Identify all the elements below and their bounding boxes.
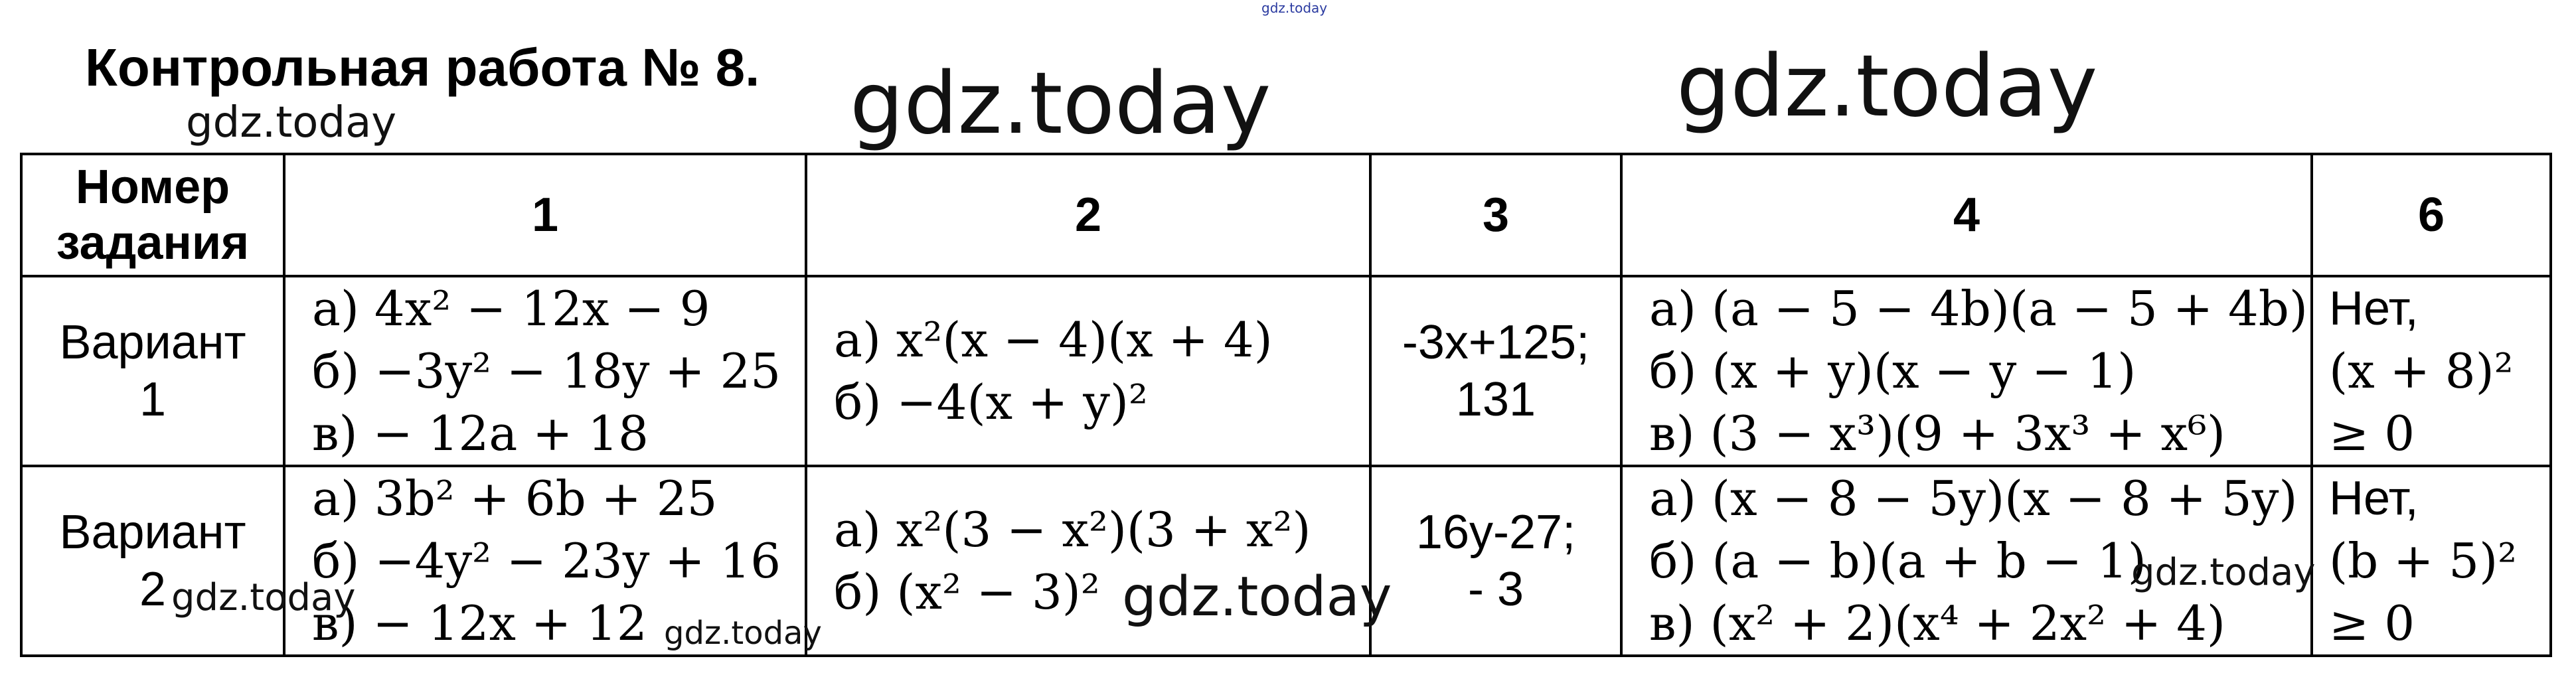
variant-label bbox=[21, 276, 284, 466]
answer-line: (b + 5)² bbox=[2329, 533, 2518, 589]
variant-label bbox=[21, 466, 284, 656]
watermark-row2-col1: gdz.today bbox=[664, 615, 822, 652]
answer-line: -3x+125; bbox=[1402, 316, 1590, 369]
answer-line: а) x²(3 − x²)(3 + x²) bbox=[834, 502, 1311, 558]
header-col-2: 2 bbox=[806, 154, 1370, 276]
answer-cell-2 bbox=[806, 276, 1370, 466]
answer-line: в) − 12a + 18 bbox=[312, 406, 649, 461]
answer-line: б) (x + y)(x − y − 1) bbox=[1649, 343, 2136, 399]
header-col-1: 1 bbox=[284, 154, 806, 276]
table-header-row bbox=[21, 154, 2551, 276]
answer-cell-4 bbox=[1621, 276, 2312, 466]
answer-line: Нет, bbox=[2329, 472, 2419, 525]
header-col-6: 6 bbox=[2312, 154, 2551, 276]
answer-line: б) (a − b)(a + b − 1) bbox=[1649, 533, 2146, 589]
header-task-number bbox=[21, 154, 284, 276]
answer-line: - 3 bbox=[1467, 563, 1524, 616]
watermark-row2-variant: gdz.today bbox=[171, 576, 356, 619]
answer-line: а) x²(x − 4)(x + 4) bbox=[834, 312, 1273, 368]
header-col-3: 3 bbox=[1370, 154, 1621, 276]
answer-line: б) −4y² − 23y + 16 bbox=[312, 533, 781, 589]
answer-line: 131 bbox=[1455, 373, 1536, 426]
answer-cell-3 bbox=[1370, 466, 1621, 656]
answer-line: а) 4x² − 12x − 9 bbox=[312, 281, 710, 337]
answer-line: а) (a − 5 − 4b)(a − 5 + 4b) bbox=[1649, 281, 2308, 337]
answer-line: а) (x − 8 − 5y)(x − 8 + 5y) bbox=[1649, 471, 2298, 526]
header-col-4: 4 bbox=[1621, 154, 2312, 276]
answer-line: Нет, bbox=[2329, 282, 2419, 335]
answer-cell-6 bbox=[2312, 466, 2551, 656]
answer-line: а) 3b² + 6b + 25 bbox=[312, 471, 718, 526]
answer-line: ≥ 0 bbox=[2329, 595, 2415, 651]
answer-cell-6 bbox=[2312, 276, 2551, 466]
answer-line: ≥ 0 bbox=[2329, 406, 2415, 461]
variant-word: Вариант bbox=[59, 316, 246, 369]
watermark-big-right: gdz.today bbox=[1676, 37, 2098, 136]
header-label-line2: задания bbox=[56, 216, 250, 269]
watermark-big-center: gdz.today bbox=[850, 54, 1271, 153]
watermark-row2-col2: gdz.today bbox=[1122, 566, 1392, 629]
answer-line: в) (3 − x³)(9 + 3x³ + x⁶) bbox=[1649, 406, 2226, 461]
answer-line: б) (x² − 3)² bbox=[834, 564, 1100, 620]
page-title: Контрольная работа № 8. bbox=[85, 38, 760, 97]
variant-number: 1 bbox=[139, 373, 167, 426]
variant-word: Вариант bbox=[59, 506, 246, 559]
watermark-row2-col4: gdz.today bbox=[2131, 551, 2316, 594]
answer-cell-1 bbox=[284, 276, 806, 466]
watermark-under-title: gdz.today bbox=[186, 98, 397, 147]
answer-cell-3 bbox=[1370, 276, 1621, 466]
answer-line: б) −4(x + y)² bbox=[834, 374, 1148, 430]
table-row bbox=[21, 276, 2551, 466]
answer-line: б) −3y² − 18y + 25 bbox=[312, 343, 781, 399]
answer-line: 16y-27; bbox=[1415, 506, 1576, 559]
variant-number: 2 bbox=[139, 563, 167, 616]
header-label-line1: Номер bbox=[75, 161, 230, 214]
watermark-tiny: gdz.today bbox=[1261, 0, 1328, 16]
answer-line: в) − 12x + 12 bbox=[312, 595, 647, 651]
answer-line: в) (x² + 2)(x⁴ + 2x² + 4) bbox=[1649, 595, 2226, 651]
answer-line: (x + 8)² bbox=[2329, 343, 2514, 399]
